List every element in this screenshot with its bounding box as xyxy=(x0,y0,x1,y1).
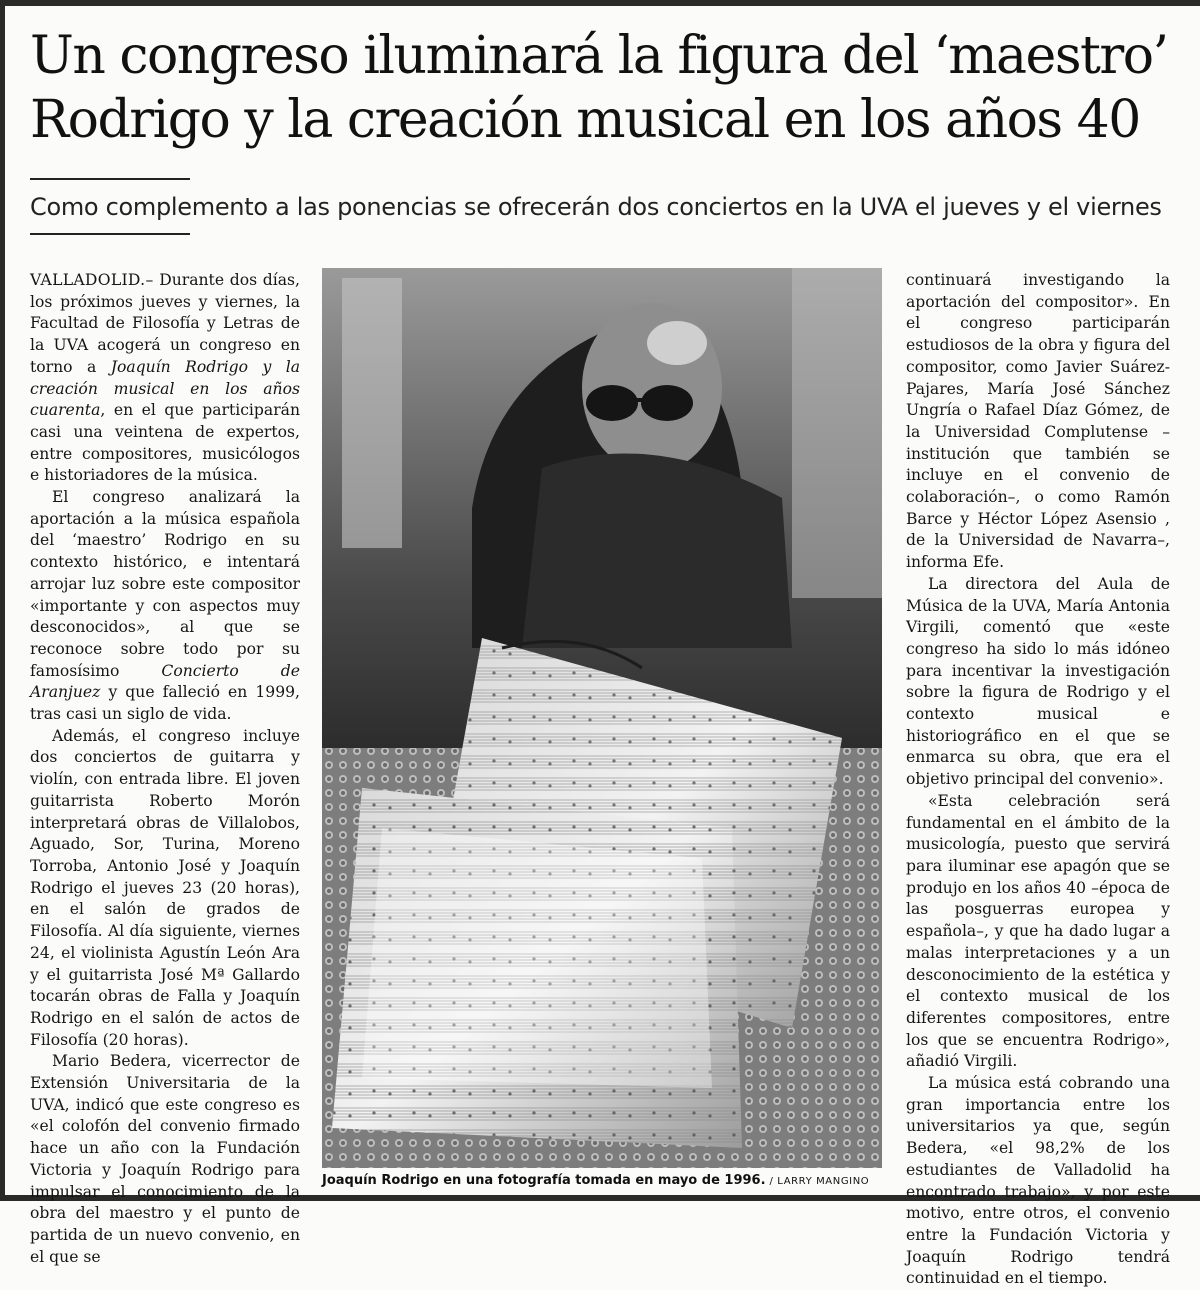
article-column-right xyxy=(906,270,1170,1290)
scan-border-left xyxy=(0,0,5,1201)
headline xyxy=(30,24,1190,152)
paragraph: La directora del Aula de Música de la UVA, María Antonia Virgili, comentó que «este congreso ha sido lo más idóneo para incentivar la investigación sobre la figura de Rodrigo y el contexto musical e historiográfico en el que se enmarca su obra, que era el objetivo principal del convenio». xyxy=(906,574,1170,789)
headline-line-1: Un congreso iluminará la figura del ‘maestro’ xyxy=(30,26,1168,86)
scan-border-top xyxy=(0,0,1200,6)
work-title: Concierto de Aranjuez xyxy=(30,661,301,702)
subhead-rule-bottom xyxy=(30,233,190,235)
paragraph: Además, el congreso incluye dos conciertos de guitarra y violín, con entrada libre. El joven guitarrista Roberto Morón interpretará obras de Villalobos, Aguado, Sor, Turina, Moreno Torroba, Antonio José y Joaquín Rodrigo el jueves 23 (20 horas), en el salón de grados de Filosofía. Al día siguiente, viernes 24, el violinista Agustín León Ara y el guitarrista José Mª Gallardo tocarán obras de Falla y Joaquín Rodrigo en el salón de actos de Filosofía (20 horas). xyxy=(30,726,300,1049)
subhead-rule-top xyxy=(30,178,190,180)
paragraph: La música está cobrando una gran importancia entre los universitarios ya que, según Bedera, «el 98,2% de los estudiantes de Valladolid ha encontrado trabajo», y por este motivo, entre otros, el convenio entre la Fundación Victoria y Joaquín Rodrigo tendrá continuidad en el tiempo. xyxy=(906,1074,1170,1288)
photo-joaquin-rodrigo xyxy=(322,268,882,1168)
caption-text: Joaquín Rodrigo en una fotografía tomada en mayo de 1996. xyxy=(322,1173,766,1188)
congress-title: Joaquín Rodrigo y la creación musical en los años cuarenta xyxy=(30,357,300,420)
photo-credit: / LARRY MANGINO xyxy=(769,1176,870,1187)
headline-line-2: Rodrigo y la creación musical en los años 40 xyxy=(30,90,1140,150)
photo-illustration xyxy=(322,268,882,1168)
paragraph: El congreso analizará la aportación a la música española del ‘maestro’ Rodrigo en su contexto histórico, e intentará arrojar luz sobre este compositor «importante y con aspectos muy desconocidos», al que se reconoce sobre todo por su famosísimo Concierto de Aranjuez y que falleció en 1999, tras casi un siglo de vida. xyxy=(30,488,301,724)
paragraph: «Esta celebración será fundamental en el ámbito de la musicología, puesto que servirá para iluminar ese apagón que se produjo en los años 40 –época de las posguerras europea y española–, y que ha dado lugar a malas interpretaciones y a un desconocimiento de la estética y el contexto musical de los diferentes compositores, entre los que se encuentra Rodrigo», añadió Virgili. xyxy=(906,791,1170,1071)
paragraph: VALLADOLID.– Durante dos días, los próximos jueves y viernes, la Facultad de Filosofía y Letras de la UVA acogerá un congreso en torno a Joaquín Rodrigo y la creación musical en los años cuarenta, en el que participarán casi una veintena de expertos, entre compositores, musicólogos e historiadores de la música. xyxy=(30,271,300,485)
paragraph: Mario Bedera, vicerrector de Extensión Universitaria de la UVA, indicó que este congreso es «el colofón del convenio firmado hace un año con la Fundación Victoria y Joaquín Rodrigo para impulsar el conocimiento de la obra del maestro y el punto de partida de un nuevo convenio, en el que se xyxy=(30,1052,300,1266)
dateline: VALLADOLID.– xyxy=(30,271,154,289)
subheadline: Como complemento a las ponencias se ofrecerán dos conciertos en la UVA el jueves y el viernes xyxy=(30,193,1162,221)
article-column-left xyxy=(30,270,300,1268)
photo-caption xyxy=(322,1172,882,1191)
paragraph: continuará investigando la aportación del compositor». En el congreso participarán estudiosos de la obra y figura del compositor, como Javier Suárez-Pajares, María José Sánchez Ungría o Rafael Díaz Gómez, de la Universidad Complutense –institución que también se incluye en el convenio de colaboración–, o como Ramón Barce y Héctor López Asensio , de la Universidad de Navarra–, informa Efe. xyxy=(906,271,1170,572)
